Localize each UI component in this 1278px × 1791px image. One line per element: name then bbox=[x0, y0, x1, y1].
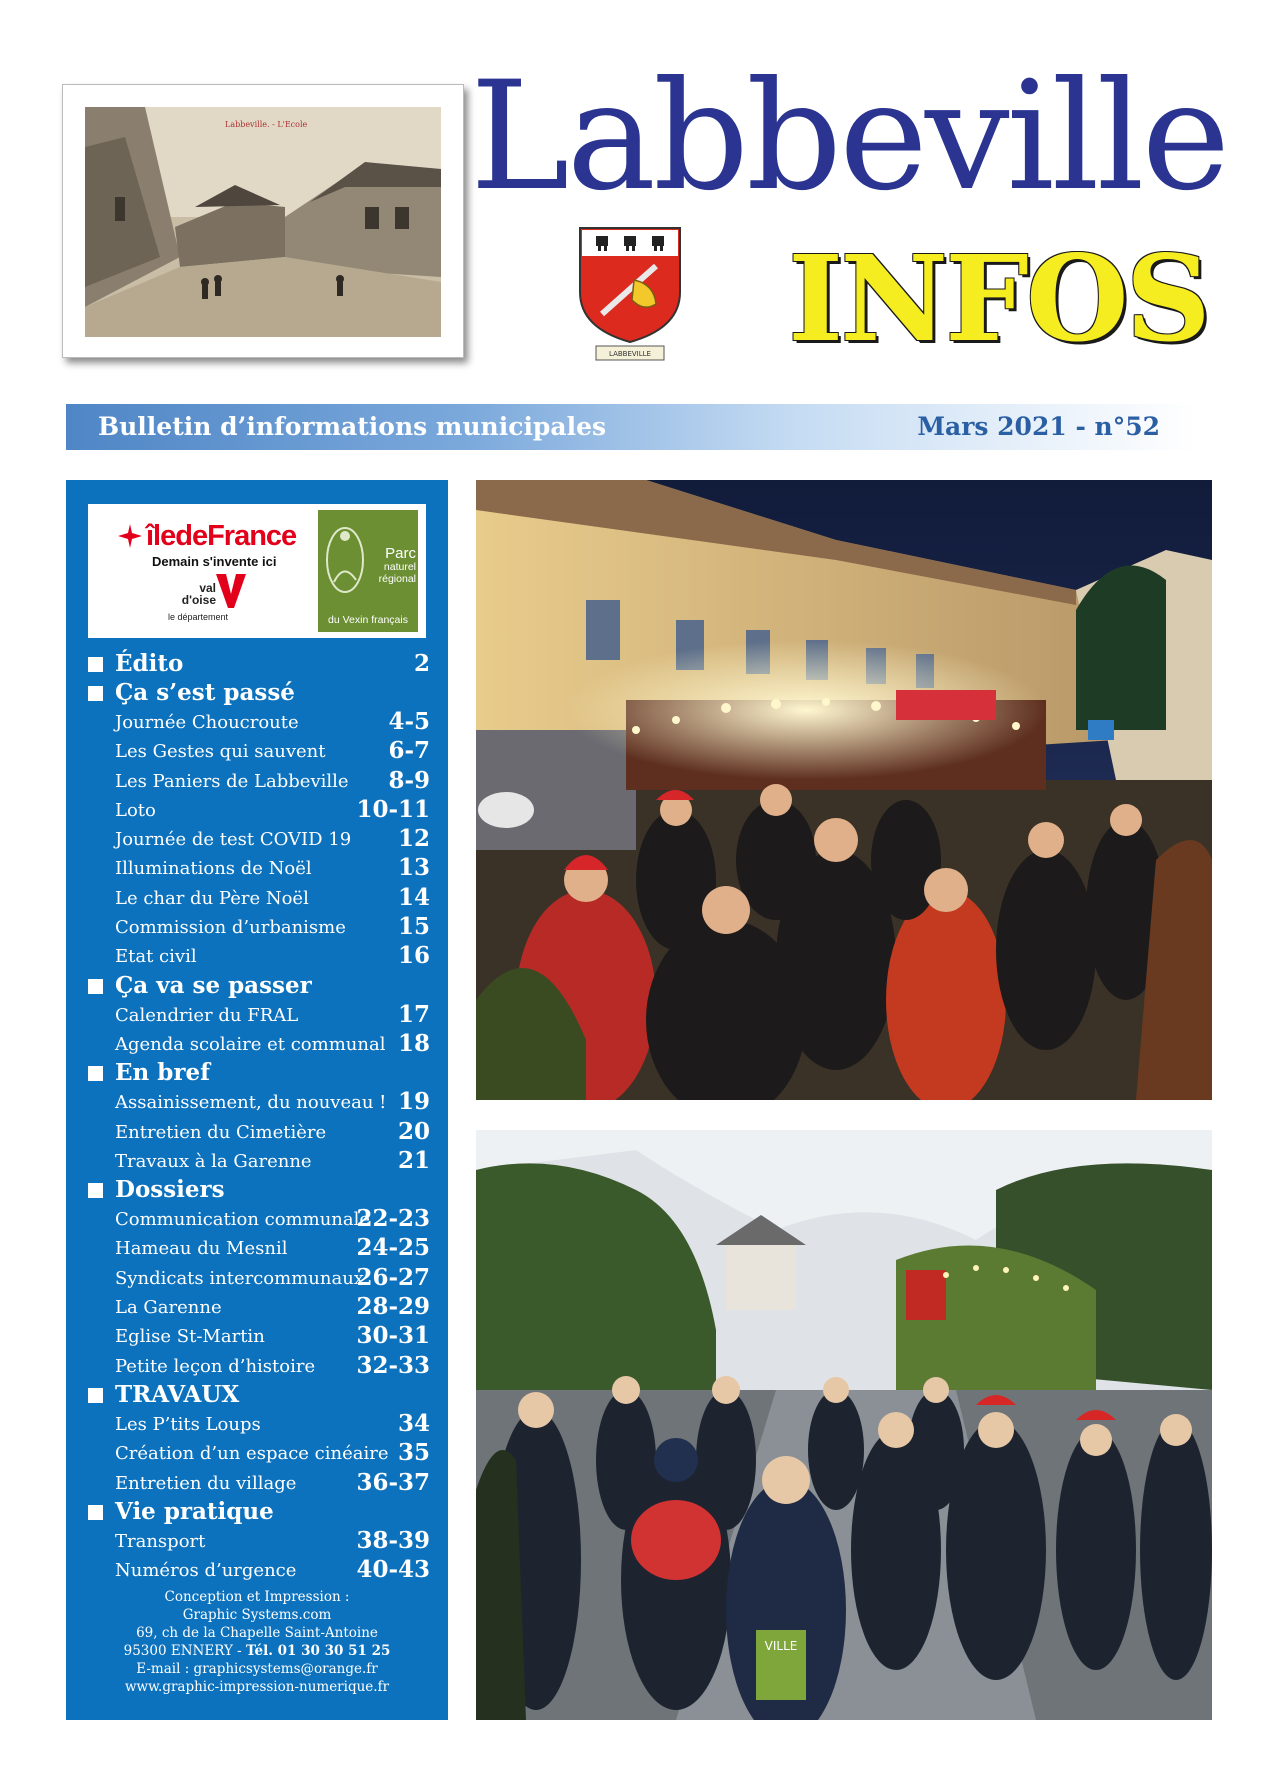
toc-section bbox=[88, 1498, 430, 1527]
credits-line: Conception et Impression : bbox=[164, 1589, 350, 1605]
toc-item bbox=[88, 1001, 430, 1030]
toc-label: Ça s’est passé bbox=[115, 679, 295, 706]
toc-item bbox=[88, 1556, 430, 1585]
toc-item bbox=[88, 884, 430, 913]
page-subtitle: INFOS bbox=[788, 229, 1208, 368]
toc-page-number: 21 bbox=[397, 1146, 430, 1174]
photo-day-parade bbox=[476, 1130, 1212, 1720]
credits-line bbox=[66, 1642, 448, 1660]
toc-section bbox=[88, 1176, 430, 1205]
table-of-contents-sidebar bbox=[66, 480, 448, 1720]
vintage-caption: Labbeville. - L'Ecole bbox=[225, 120, 308, 129]
pnr-line4: du Vexin français bbox=[328, 614, 408, 626]
toc-label: Dossiers bbox=[115, 1176, 225, 1204]
toc-page-number: 38-39 bbox=[356, 1526, 430, 1554]
page-title: Labbeville bbox=[470, 50, 1228, 224]
toc-label: Travaux à la Garenne bbox=[115, 1150, 312, 1172]
toc-label: Illuminations de Noël bbox=[115, 858, 312, 880]
toc-item bbox=[88, 913, 430, 942]
valdoise-tagline: le département bbox=[168, 612, 229, 622]
toc-page-number: 19 bbox=[397, 1088, 430, 1116]
toc-item bbox=[88, 737, 430, 766]
toc-label: Agenda scolaire et communal bbox=[115, 1033, 386, 1055]
square-bullet-icon bbox=[88, 1388, 103, 1403]
toc-page-number: 40-43 bbox=[356, 1556, 430, 1584]
toc-section bbox=[88, 650, 430, 679]
toc-item bbox=[88, 854, 430, 883]
toc-label: Numéros d’urgence bbox=[115, 1560, 297, 1582]
header-banner bbox=[66, 404, 1196, 450]
toc-label: Eglise St-Martin bbox=[115, 1326, 265, 1348]
day-parade-image bbox=[476, 1130, 1212, 1720]
valdoise-name: val d'oise bbox=[181, 581, 216, 607]
toc-label: Les Gestes qui sauvent bbox=[115, 741, 326, 763]
toc-page-number: 10-11 bbox=[356, 795, 430, 823]
toc-label: Transport bbox=[115, 1530, 206, 1552]
vintage-photo bbox=[62, 84, 464, 358]
toc-label: Les Paniers de Labbeville bbox=[115, 770, 349, 792]
toc-item bbox=[88, 1469, 430, 1498]
idf-logo-text: îledeFrance bbox=[146, 520, 297, 552]
toc-page-number: 28-29 bbox=[356, 1293, 430, 1321]
toc-page-number: 17 bbox=[397, 1000, 430, 1028]
toc-section bbox=[88, 1381, 430, 1410]
toc-list bbox=[88, 650, 430, 1585]
toc-label: La Garenne bbox=[115, 1297, 222, 1319]
toc-page-number: 18 bbox=[397, 1029, 430, 1057]
credits bbox=[66, 1588, 448, 1696]
toc-page-number: 34 bbox=[397, 1409, 430, 1437]
toc-item bbox=[88, 1527, 430, 1556]
toc-label: En bref bbox=[115, 1059, 210, 1087]
crest-ribbon-text: LABBEVILLE bbox=[609, 350, 651, 358]
toc-page-number: 30-31 bbox=[356, 1322, 430, 1350]
pnr-vexin-logo bbox=[318, 510, 418, 632]
toc-label: Ça va se passer bbox=[115, 971, 312, 999]
idf-tagline: Demain s'invente ici bbox=[152, 554, 277, 569]
square-bullet-icon bbox=[88, 686, 103, 701]
square-bullet-icon bbox=[88, 657, 103, 672]
vintage-street-image bbox=[85, 107, 441, 337]
night-parade-image bbox=[476, 480, 1212, 1100]
toc-label: Entretien du Cimetière bbox=[115, 1121, 327, 1143]
bag-sign-text: VILLE bbox=[764, 1639, 798, 1653]
toc-item bbox=[88, 1352, 430, 1381]
toc-label: Vie pratique bbox=[115, 1497, 274, 1525]
toc-page-number: 35 bbox=[397, 1439, 430, 1467]
credits-line: Graphic Systems.com bbox=[182, 1607, 332, 1623]
partner-logos bbox=[88, 504, 426, 638]
toc-label: Création d’un espace cinéaire bbox=[115, 1443, 389, 1465]
toc-label: Communication communale bbox=[115, 1209, 371, 1231]
toc-label: Etat civil bbox=[115, 946, 197, 968]
toc-item bbox=[88, 1293, 430, 1322]
credits-line: 69, ch de la Chapelle Saint-Antoine bbox=[136, 1625, 378, 1641]
toc-label: Loto bbox=[115, 799, 156, 821]
toc-item bbox=[88, 1147, 430, 1176]
toc-item bbox=[88, 1205, 430, 1234]
toc-item bbox=[88, 1410, 430, 1439]
toc-page-number: 26-27 bbox=[356, 1263, 430, 1291]
toc-label: Édito bbox=[115, 650, 184, 677]
square-bullet-icon bbox=[88, 1066, 103, 1081]
toc-label: Le char du Père Noël bbox=[115, 887, 309, 909]
toc-page-number: 12 bbox=[397, 825, 430, 853]
toc-item bbox=[88, 1439, 430, 1468]
toc-label: Journée Choucroute bbox=[115, 712, 299, 733]
credits-email: E-mail : graphicsystems@orange.fr bbox=[136, 1661, 378, 1677]
toc-page-number: 14 bbox=[397, 883, 430, 911]
credits-website: www.graphic-impression-numerique.fr bbox=[124, 1679, 390, 1695]
pnr-text bbox=[360, 546, 416, 585]
toc-label: TRAVAUX bbox=[115, 1380, 240, 1408]
pnr-line3: régional bbox=[378, 573, 416, 585]
toc-page-number: 13 bbox=[397, 854, 430, 882]
coat-of-arms-icon bbox=[574, 224, 686, 366]
toc-page-number: 15 bbox=[397, 913, 430, 941]
toc-page-number: 20 bbox=[397, 1117, 430, 1145]
toc-label: Syndicats intercommunaux bbox=[115, 1267, 364, 1289]
toc-label: Journée de test COVID 19 bbox=[115, 829, 352, 851]
valdoise-logo bbox=[168, 574, 248, 626]
toc-section bbox=[88, 1059, 430, 1088]
pnr-line2: naturel bbox=[383, 561, 416, 573]
toc-item bbox=[88, 1234, 430, 1263]
toc-label: Les P’tits Loups bbox=[115, 1413, 261, 1435]
toc-page-number: 22-23 bbox=[356, 1205, 430, 1233]
credits-address: 95300 ENNERY - bbox=[123, 1643, 247, 1659]
toc-page-number: 32-33 bbox=[356, 1351, 430, 1379]
toc-section bbox=[88, 972, 430, 1001]
square-bullet-icon bbox=[88, 1505, 103, 1520]
toc-label: Calendrier du FRAL bbox=[115, 1004, 299, 1026]
toc-page-number: 6-7 bbox=[388, 737, 430, 765]
toc-label: Hameau du Mesnil bbox=[115, 1238, 288, 1260]
toc-item bbox=[88, 708, 430, 737]
toc-item bbox=[88, 767, 430, 796]
toc-item bbox=[88, 1118, 430, 1147]
toc-label: Commission d’urbanisme bbox=[115, 917, 346, 939]
toc-section bbox=[88, 679, 430, 708]
square-bullet-icon bbox=[88, 979, 103, 994]
toc-page-number: 16 bbox=[397, 942, 430, 970]
toc-item bbox=[88, 1088, 430, 1117]
toc-item bbox=[88, 825, 430, 854]
toc-label: Entretien du village bbox=[115, 1472, 297, 1494]
toc-label: Petite leçon d’histoire bbox=[115, 1355, 316, 1377]
pnr-line1: Parc bbox=[385, 545, 416, 562]
toc-item bbox=[88, 1264, 430, 1293]
toc-item bbox=[88, 1322, 430, 1351]
toc-page-number: 8-9 bbox=[388, 766, 430, 794]
photo-night-parade bbox=[476, 480, 1212, 1100]
square-bullet-icon bbox=[88, 1183, 103, 1198]
valdoise-v-icon bbox=[216, 574, 246, 608]
toc-item bbox=[88, 942, 430, 971]
credits-phone: Tél. 01 30 30 51 25 bbox=[246, 1643, 391, 1659]
toc-item bbox=[88, 796, 430, 825]
issue-label: Mars 2021 - n°52 bbox=[917, 412, 1160, 441]
toc-page-number: 2 bbox=[413, 650, 430, 677]
toc-item bbox=[88, 1030, 430, 1059]
toc-page-number: 36-37 bbox=[356, 1468, 430, 1496]
toc-label: Assainissement, du nouveau ! bbox=[115, 1092, 387, 1114]
bulletin-label: Bulletin d’informations municipales bbox=[98, 412, 607, 441]
toc-page-number: 24-25 bbox=[356, 1234, 430, 1262]
toc-page-number: 4-5 bbox=[388, 708, 430, 735]
idf-star-icon bbox=[118, 524, 142, 548]
